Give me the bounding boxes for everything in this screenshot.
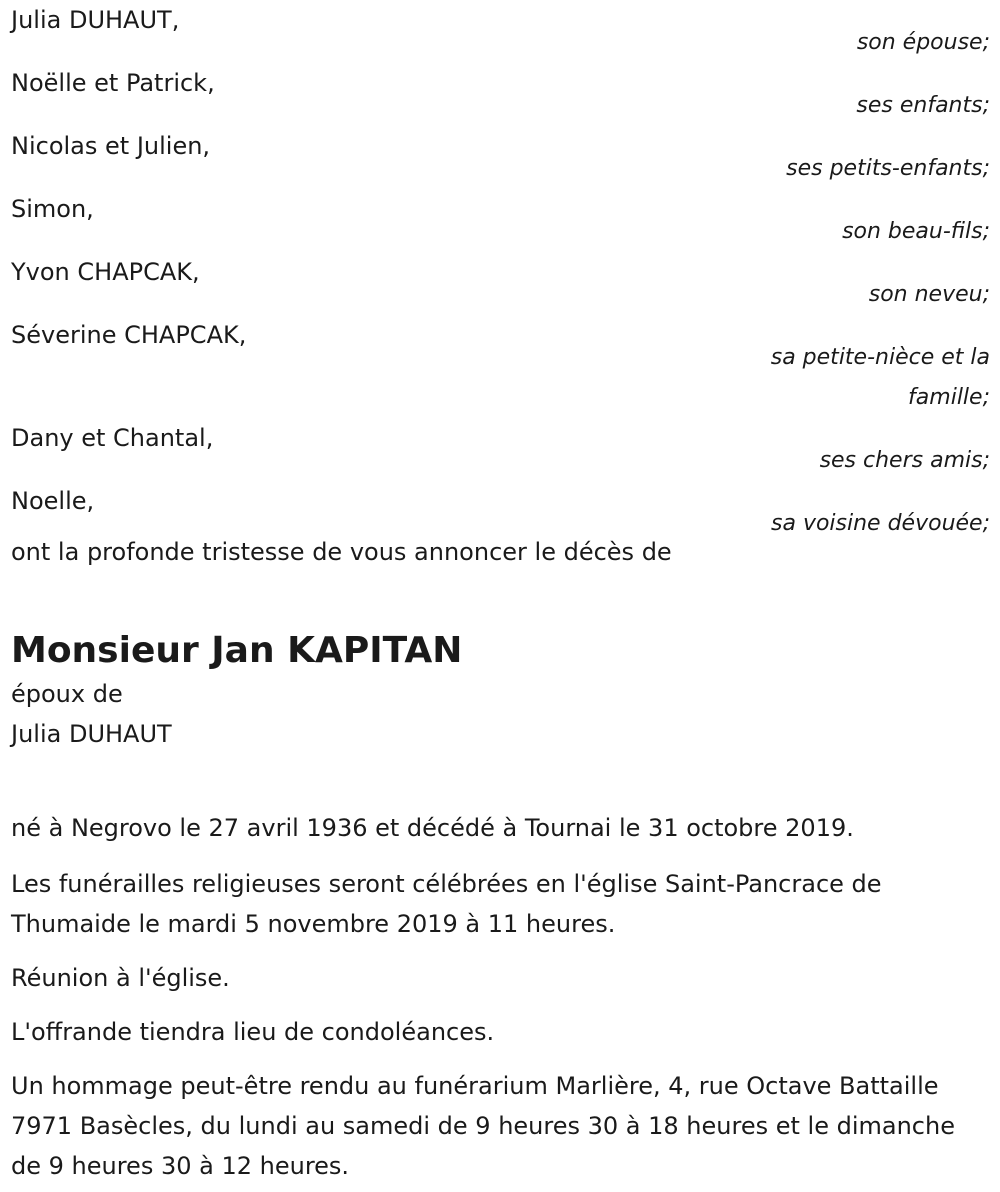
- mourner-entry: [11, 126, 990, 189]
- mourner-relation: son épouse;: [856, 30, 990, 55]
- mourner-relation: ses petits-enfants;: [786, 156, 990, 181]
- mourner-relation: ses chers amis;: [819, 448, 990, 473]
- funeral-paragraph: Les funérailles religieuses seront célébrées en l'église Saint-Pancrace de Thumaide le mardi 5 novembre 2019 à 11 heures.: [11, 870, 882, 938]
- announcement-text: ont la profonde tristesse de vous annoncer le décès de: [11, 538, 672, 566]
- spouse-name: Julia DUHAUT: [11, 720, 172, 748]
- mourner-entry: [11, 189, 990, 252]
- mourner-entry: [11, 315, 990, 418]
- mourner-entry: [11, 418, 990, 481]
- hommage-paragraph: Un hommage peut-être rendu au funérarium Marlière, 4, rue Octave Battaille 7971 Basècles, du lundi au samedi de 9 heures 30 à 18 heures et le dimanche de 9 heures 30 à 12 heures.: [11, 1072, 955, 1180]
- mourner-name: Dany et Chantal,: [11, 424, 214, 452]
- mourner-entry: [11, 63, 990, 126]
- mourner-name: Noelle,: [11, 487, 95, 515]
- mourner-relation: sa petite-nièce et la famille;: [770, 345, 990, 410]
- mourner-entry: [11, 252, 990, 315]
- spouse-prefix: époux de: [11, 680, 123, 708]
- mourner-entry: [11, 0, 990, 63]
- reunion-paragraph: Réunion à l'église.: [11, 964, 230, 992]
- mourner-relation: son beau-fils;: [842, 219, 990, 244]
- mourner-name: Julia DUHAUT,: [11, 6, 180, 34]
- mourner-relation: sa voisine dévouée;: [771, 511, 990, 536]
- mourner-name: Nicolas et Julien,: [11, 132, 211, 160]
- mourner-entry: [11, 481, 990, 544]
- deceased-name: Monsieur Jan KAPITAN: [11, 630, 463, 671]
- offrande-paragraph: L'offrande tiendra lieu de condoléances.: [11, 1018, 495, 1046]
- obituary-notice: [11, 0, 990, 1186]
- mourner-relation: son neveu;: [868, 282, 990, 307]
- birth-death-paragraph: né à Negrovo le 27 avril 1936 et décédé à Tournai le 31 octobre 2019.: [11, 814, 854, 842]
- mourner-name: Yvon CHAPCAK,: [11, 258, 200, 286]
- mourner-name: Séverine CHAPCAK,: [11, 321, 247, 349]
- mourner-relation: ses enfants;: [856, 93, 990, 118]
- mourner-name: Simon,: [11, 195, 94, 223]
- mourner-name: Noëlle et Patrick,: [11, 69, 215, 97]
